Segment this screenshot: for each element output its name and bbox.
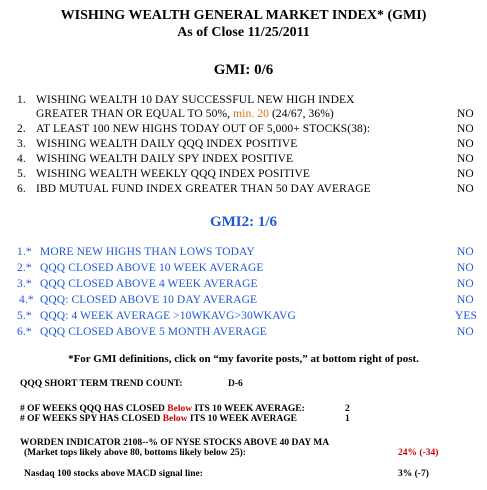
worden-indicator-value: 24% (-34) bbox=[398, 448, 439, 458]
definitions-note: *For GMI definitions, click on “my favorite posts,” at bottom right of post. bbox=[68, 353, 419, 365]
gmi2-item-6-text: QQQ CLOSED ABOVE 5 MONTH AVERAGE bbox=[40, 326, 267, 338]
gmi2-item-5-num: 5.* bbox=[17, 310, 32, 322]
gmi2-item-1-value: NO bbox=[457, 246, 474, 258]
page-title: WISHING WEALTH GENERAL MARKET INDEX* (GMI) bbox=[60, 8, 427, 23]
gmi2-item-5-value: YES bbox=[455, 310, 478, 322]
gmi-item-2-text: AT LEAST 100 NEW HIGHS TODAY OUT OF 5,000+ STOCKS(38): bbox=[36, 123, 371, 135]
page-subtitle: As of Close 11/25/2011 bbox=[177, 25, 310, 40]
gmi-item-5-value: NO bbox=[457, 168, 474, 180]
gmi-item-6-value: NO bbox=[457, 183, 474, 195]
nasdaq-macd-value: 3% (-7) bbox=[398, 469, 429, 479]
gmi2-item-3-value: NO bbox=[457, 278, 474, 290]
gmi2-item-6-num: 6.* bbox=[17, 326, 32, 338]
gmi2-item-2-num: 2.* bbox=[17, 262, 32, 274]
worden-indicator-label: WORDEN INDICATOR 2108--% OF NYSE STOCKS ABOVE 40 DAY MA bbox=[20, 438, 330, 448]
weeks-qqq-below-label: # OF WEEKS QQQ HAS CLOSED Below ITS 10 WEEK AVERAGE: bbox=[20, 404, 305, 414]
gmi-item-5-text: WISHING WEALTH WEEKLY QQQ INDEX POSITIVE bbox=[36, 168, 311, 180]
gmi2-item-4-value: NO bbox=[457, 294, 474, 306]
trend-count-label: QQQ SHORT TERM TREND COUNT: bbox=[20, 379, 183, 389]
gmi-item-6-num: 6. bbox=[17, 183, 26, 195]
gmi2-item-3-text: QQQ CLOSED ABOVE 4 WEEK AVERAGE bbox=[40, 278, 258, 290]
gmi2-item-3-num: 3.* bbox=[17, 278, 32, 290]
gmi-item-1-value: NO bbox=[457, 108, 474, 120]
gmi-item-1-text: WISHING WEALTH 10 DAY SUCCESSFUL NEW HIGH INDEX bbox=[36, 94, 355, 106]
gmi-item-4-value: NO bbox=[457, 153, 474, 165]
gmi2-item-4-text: QQQ: CLOSED ABOVE 10 DAY AVERAGE bbox=[40, 294, 258, 306]
gmi2-heading: GMI2: 1/6 bbox=[209, 214, 278, 230]
gmi-item-1-num: 1. bbox=[17, 94, 26, 106]
gmi2-item-1-text: MORE NEW HIGHS THAN LOWS TODAY bbox=[40, 246, 255, 258]
weeks-spy-below-label: # OF WEEKS SPY HAS CLOSED Below ITS 10 WEEK AVERAGE bbox=[20, 414, 297, 424]
gmi2-item-1-num: 1.* bbox=[17, 246, 32, 258]
gmi2-item-6-value: NO bbox=[457, 326, 474, 338]
spy-below-word: Below bbox=[162, 414, 188, 424]
weeks-qqq-below-value: 2 bbox=[345, 404, 350, 414]
gmi-item-1-text-line2: GREATER THAN OR EQUAL TO 50%, min. 20 (24/67, 36%) bbox=[36, 108, 334, 120]
gmi2-item-2-value: NO bbox=[457, 262, 474, 274]
trend-count-value: D-6 bbox=[228, 379, 243, 389]
weeks-spy-below-value: 1 bbox=[345, 414, 350, 424]
gmi2-item-2-text: QQQ CLOSED ABOVE 10 WEEK AVERAGE bbox=[40, 262, 264, 274]
worden-indicator-note: (Market tops likely above 80, bottoms likely below 25): bbox=[24, 448, 246, 458]
gmi-item-5-num: 5. bbox=[17, 168, 26, 180]
gmi-item-2-value: NO bbox=[457, 123, 474, 135]
qqq-below-word: Below bbox=[167, 404, 193, 414]
gmi-heading: GMI: 0/6 bbox=[213, 62, 274, 78]
gmi-item-4-text: WISHING WEALTH DAILY SPY INDEX POSITIVE bbox=[36, 153, 294, 165]
gmi-item-3-text: WISHING WEALTH DAILY QQQ INDEX POSITIVE bbox=[36, 138, 298, 150]
nasdaq-macd-label: Nasdaq 100 stocks above MACD signal line: bbox=[24, 469, 203, 479]
gmi2-item-4-num: 4.* bbox=[19, 294, 34, 306]
gmi-item-2-num: 2. bbox=[17, 123, 26, 135]
gmi-item-1-min-highlight: min. 20 bbox=[233, 108, 269, 120]
gmi-item-3-value: NO bbox=[457, 138, 474, 150]
gmi2-item-5-text: QQQ: 4 WEEK AVERAGE >10WKAVG>30WKAVG bbox=[40, 310, 296, 322]
gmi-item-4-num: 4. bbox=[17, 153, 26, 165]
gmi-item-6-text: IBD MUTUAL FUND INDEX GREATER THAN 50 DAY AVERAGE bbox=[36, 183, 371, 195]
gmi-item-3-num: 3. bbox=[17, 138, 26, 150]
